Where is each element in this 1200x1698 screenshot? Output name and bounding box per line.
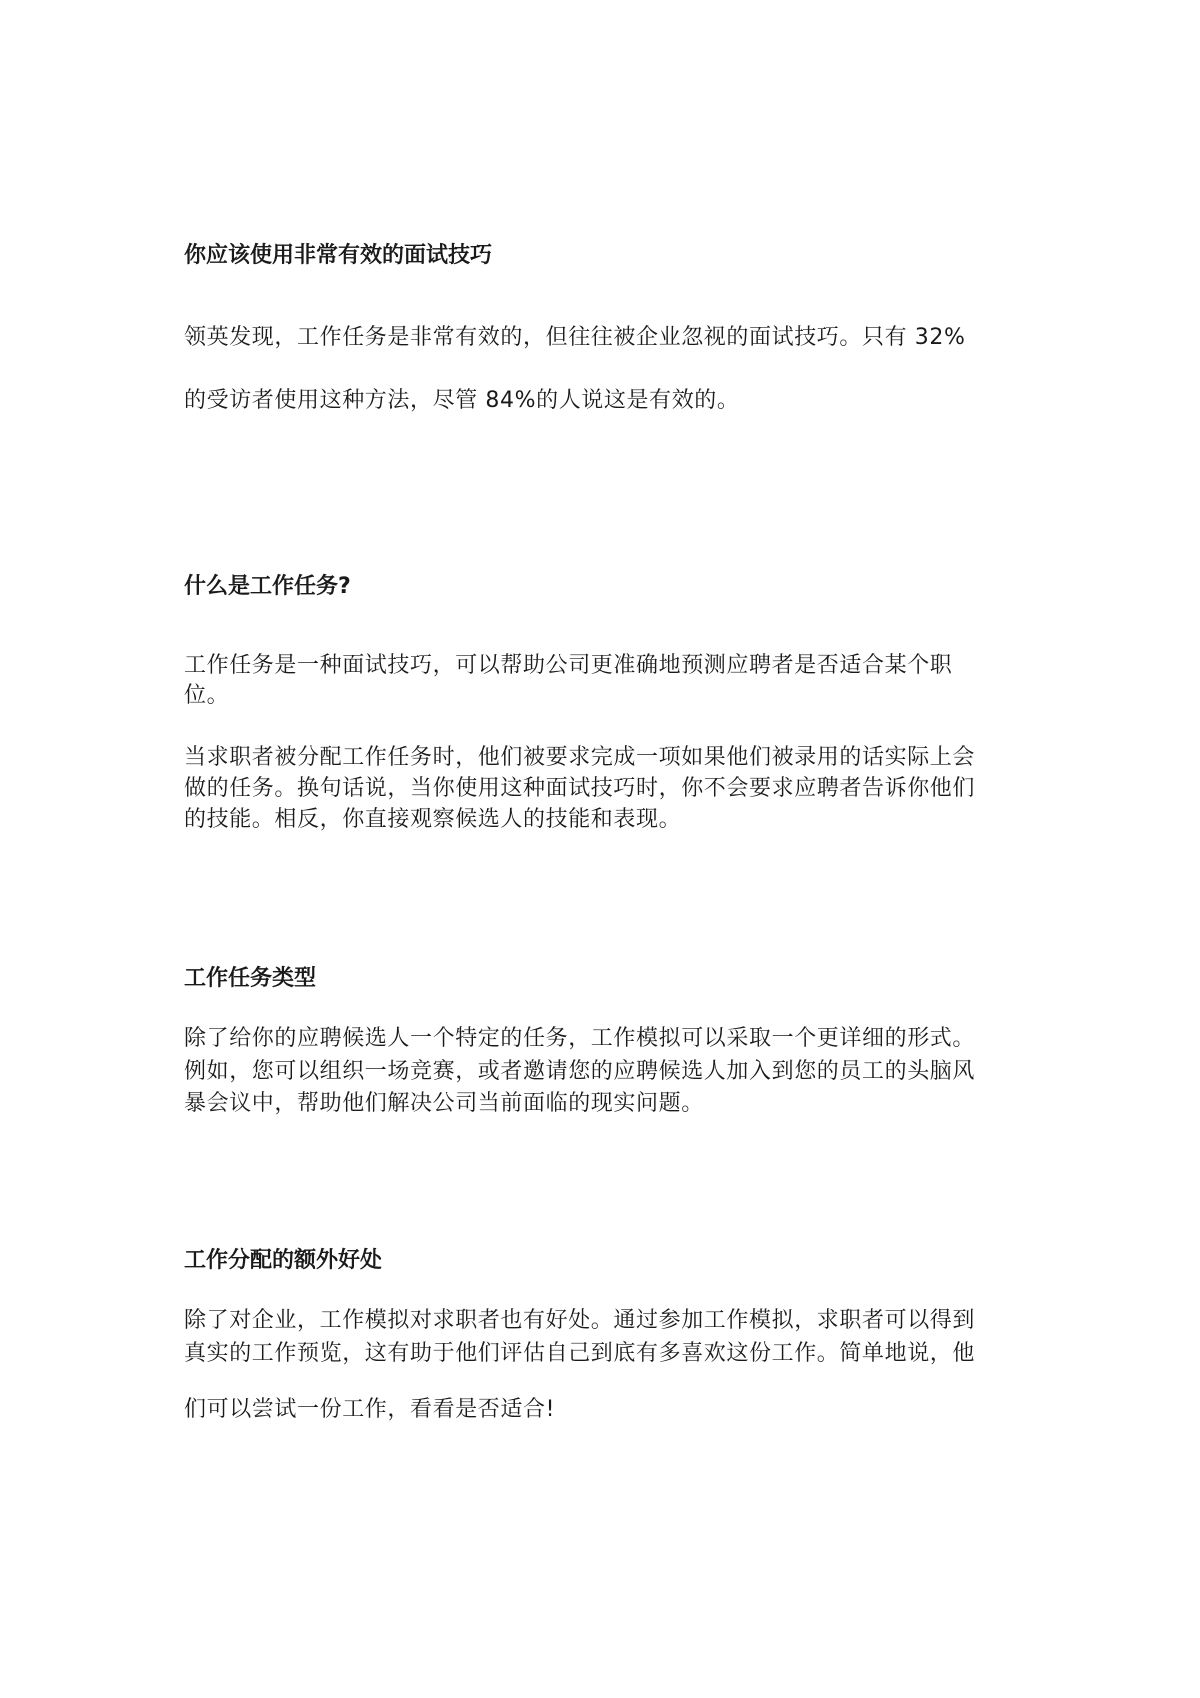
paragraph-line: 做的任务。换句话说，当你使用这种面试技巧时，你不会要求应聘者告诉你他们 [184,776,976,801]
paragraph-line: 除了给你的应聘候选人一个特定的任务，工作模拟可以采取一个更详细的形式。 [184,1026,976,1051]
paragraph-line: 的受访者使用这种方法，尽管 84%的人说这是有效的。 [184,388,740,413]
paragraph-line: 暴会议中，帮助他们解决公司当前面临的现实问题。 [184,1091,704,1116]
paragraph-line: 例如，您可以组织一场竞赛，或者邀请您的应聘候选人加入到您的员工的头脑风 [184,1059,976,1084]
paragraph-line: 领英发现，工作任务是非常有效的，但往往被企业忽视的面试技巧。只有 32% [184,325,966,350]
section-heading: 工作分配的额外好处 [184,1248,383,1273]
paragraph-line: 当求职者被分配工作任务时，他们被要求完成一项如果他们被录用的话实际上会 [184,745,976,770]
section-heading: 你应该使用非常有效的面试技巧 [184,243,493,268]
paragraph-line: 们可以尝试一份工作，看看是否适合! [184,1397,556,1422]
paragraph-line: 工作任务是一种面试技巧，可以帮助公司更准确地预测应聘者是否适合某个职 [184,653,953,678]
paragraph-line: 除了对企业，工作模拟对求职者也有好处。通过参加工作模拟，求职者可以得到 [184,1308,976,1333]
paragraph-line: 的技能。相反，你直接观察候选人的技能和表现。 [184,807,682,832]
section-heading: 工作任务类型 [184,966,317,991]
paragraph-line: 位。 [184,683,230,708]
section-heading: 什么是工作任务? [184,574,351,599]
paragraph-line: 真实的工作预览，这有助于他们评估自己到底有多喜欢这份工作。简单地说，他 [184,1341,976,1366]
